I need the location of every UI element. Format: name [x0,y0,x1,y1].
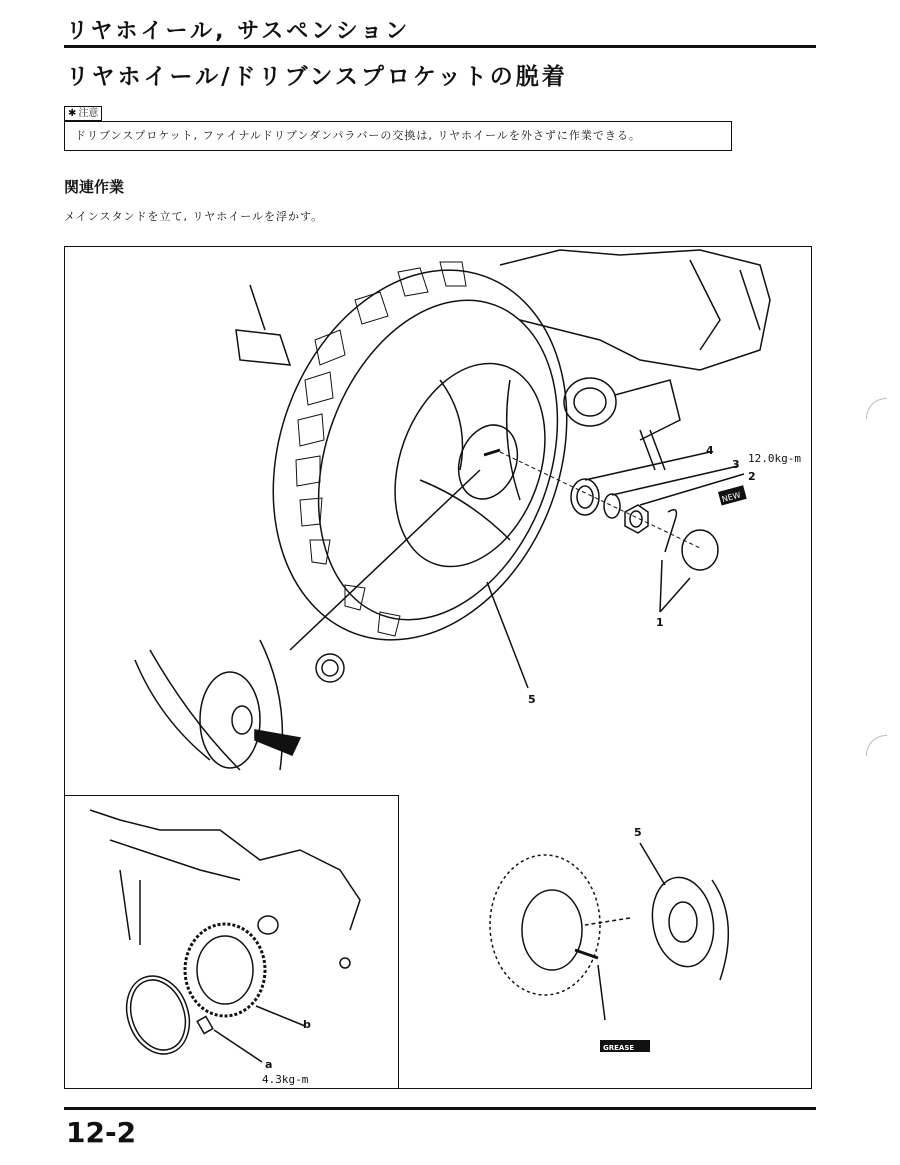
footer-rule [64,1107,816,1110]
damper-ring [116,967,200,1063]
brake-hub-detail [490,843,728,1020]
section-title: リヤホイール/ドリブンスプロケットの脱着 [66,64,568,90]
grease-label [580,1040,650,1052]
hub-detail [135,640,344,770]
callout-a: a [265,1058,273,1071]
sprocket-detail [90,810,360,1063]
svg-text:NEW: NEW [720,490,742,505]
callout-b: b [303,1018,311,1031]
callout-1: 1 [656,616,664,629]
tire-tread [296,262,466,636]
torque-bolt: 4.3kg-m [262,1073,309,1086]
related-title: 関連作業 [64,178,125,196]
rear-tire [223,229,616,682]
part-washer-3 [604,494,620,518]
part-axle-nut-2 [625,505,648,533]
callout-2: 2 [748,470,756,483]
callout-5: 5 [528,693,536,706]
callout-4: 4 [706,444,714,457]
asterisk-icon: ✱ [68,108,77,119]
page-number: 12-2 [66,1116,137,1149]
note-box: ドリブンスプロケット, ファイナルドリブンダンパラバーの交換は, リヤホイールを外さずに作業できる。 [64,121,732,151]
part-cap-1 [682,530,718,570]
related-text: メインスタンドを立て, リヤホイールを浮かす。 [64,210,324,223]
part-collar-4 [571,479,599,515]
callout-3: 3 [732,458,740,471]
note-label-text: 注意 [78,108,99,119]
torque-axle-nut: 12.0kg-m [748,452,801,465]
new-badge [718,485,747,505]
svg-text:GREASE: GREASE [603,1044,635,1052]
callout-5-detail: 5 [634,826,642,839]
chapter-title: リヤホイール, サスペンション [66,19,411,44]
damper-unit [646,872,721,971]
